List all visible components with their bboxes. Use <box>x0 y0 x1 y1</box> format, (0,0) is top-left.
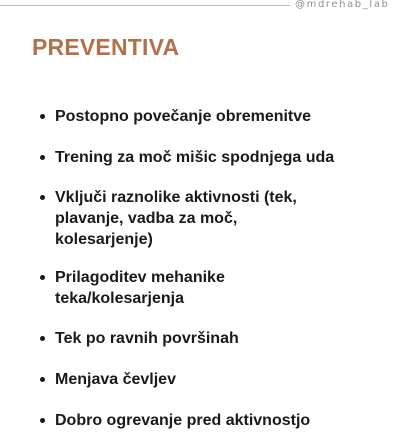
list-item-text: Menjava čevljev <box>55 371 176 388</box>
list-item-text: Tek po ravnih površinah <box>55 330 239 347</box>
bullet-icon <box>40 195 45 200</box>
bullet-icon <box>40 155 45 160</box>
bullet-icon <box>40 336 45 341</box>
list-item <box>40 106 390 127</box>
list-item-text: Prilagoditev mehanike teka/kolesarjenja <box>55 269 225 307</box>
list-item-text: Postopno povečanje obremenitve <box>55 108 312 125</box>
list-item-text: Trening za moč mišic spodnjega uda <box>55 149 335 166</box>
list-item <box>40 187 390 250</box>
list-item <box>40 410 390 431</box>
list-item-text: Vključi raznolike aktivnosti (tek, plavanje, vadba za moč, kolesarjenje) <box>55 189 297 248</box>
bullet-icon <box>40 114 45 119</box>
list-item <box>40 267 390 309</box>
list-item-text: Dobro ogrevanje pred aktivnostjo <box>55 412 311 429</box>
account-handle: @mdrehab_lab <box>295 0 390 10</box>
bullet-icon <box>40 377 45 382</box>
header-divider <box>0 5 290 6</box>
list-item <box>40 147 390 168</box>
bullet-icon <box>40 275 45 280</box>
page-title: PREVENTIVA <box>32 34 180 60</box>
bullet-icon <box>40 418 45 423</box>
list-item <box>40 328 390 349</box>
list-item <box>40 369 390 390</box>
